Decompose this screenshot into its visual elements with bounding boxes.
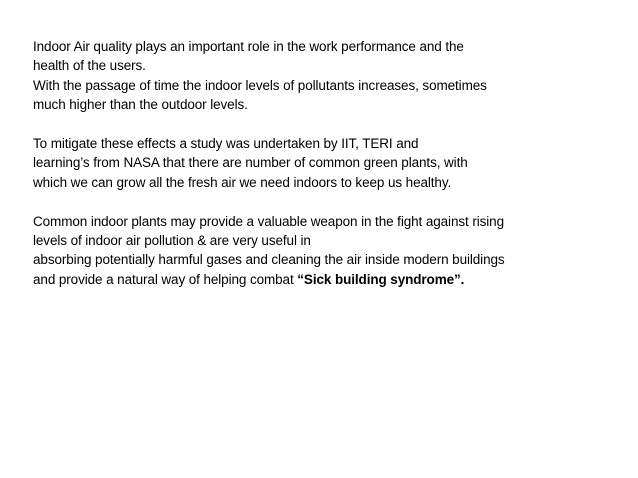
- text-line: Indoor Air quality plays an important role in the work performance and the: [33, 39, 464, 54]
- body-text: [33, 37, 623, 289]
- paragraph-spacer: [33, 192, 623, 211]
- final-line-text: and provide a natural way of helping combat: [33, 271, 298, 287]
- text-line-final: [33, 270, 623, 289]
- text-line: To mitigate these effects a study was undertaken by IIT, TERI and: [33, 135, 419, 151]
- text-line: Common indoor plants may provide a valuable weapon in the fight against rising: [33, 213, 504, 229]
- paragraph-spacer: [33, 115, 623, 134]
- text-line: health of the users.: [33, 58, 146, 74]
- text-line: absorbing potentially harmful gases and cleaning the air inside modern buildings: [33, 252, 505, 268]
- sick-building-syndrome-emphasis: “Sick building syndrome”.: [297, 271, 465, 287]
- text-line: With the passage of time the indoor levels of pollutants increases, sometimes: [33, 77, 487, 93]
- text-line: levels of indoor air pollution & are very useful in: [33, 232, 311, 248]
- text-line: learning’s from NASA that there are number of common green plants, with: [33, 155, 468, 171]
- text-line: much higher than the outdoor levels.: [33, 97, 248, 113]
- text-line: which we can grow all the fresh air we need indoors to keep us healthy.: [33, 174, 452, 190]
